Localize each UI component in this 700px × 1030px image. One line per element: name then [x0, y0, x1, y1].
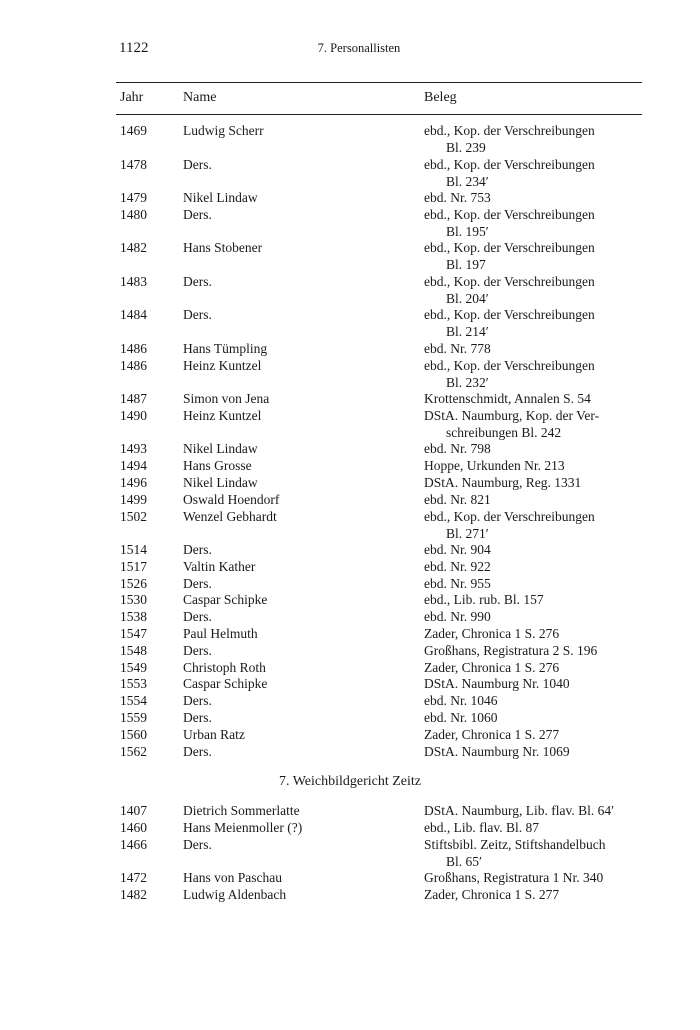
row-year: 1480 [120, 206, 147, 222]
table-row [0, 659, 700, 676]
row-reference-line: ebd., Kop. der Verschreibungen [424, 156, 595, 172]
table-row [0, 558, 700, 575]
table-header-rule [116, 114, 642, 115]
row-reference [424, 122, 654, 156]
row-year: 1494 [120, 458, 147, 474]
row-reference [424, 675, 654, 692]
row-reference-line: Zader, Chronica 1 S. 276 [424, 659, 560, 675]
row-name: Heinz Kuntzel [183, 357, 262, 373]
row-name: Ders. [183, 156, 212, 172]
row-year: 1554 [120, 693, 147, 709]
row-reference [424, 659, 654, 676]
table-row [0, 709, 700, 726]
table-row [0, 642, 700, 659]
row-year: 1484 [120, 307, 147, 323]
row-reference-line: ebd. Nr. 798 [424, 441, 491, 457]
row-name: Urban Ratz [183, 726, 245, 742]
row-reference-continuation: Bl. 204′ [446, 290, 489, 306]
weichbildgericht-table [0, 802, 700, 903]
row-year: 1547 [120, 626, 147, 642]
row-reference [424, 440, 654, 457]
table-row [0, 206, 700, 240]
row-name: Heinz Kuntzel [183, 407, 262, 423]
row-name: Ders. [183, 642, 212, 658]
row-name: Hans Grosse [183, 458, 252, 474]
row-name: Hans Tümpling [183, 340, 268, 356]
row-reference-line: ebd. Nr. 1060 [424, 710, 498, 726]
table-row [0, 440, 700, 457]
row-reference [424, 340, 654, 357]
row-reference-continuation: Bl. 271′ [446, 525, 489, 541]
row-reference-line: DStA. Naumburg Nr. 1069 [424, 743, 570, 759]
row-reference-line: ebd., Kop. der Verschreibungen [424, 240, 595, 256]
row-reference-line: ebd., Lib. rub. Bl. 157 [424, 592, 544, 608]
row-name: Simon von Jena [183, 391, 270, 407]
row-reference-line: Zader, Chronica 1 S. 276 [424, 626, 560, 642]
table-row [0, 239, 700, 273]
row-reference-line: ebd. Nr. 778 [424, 340, 491, 356]
row-reference [424, 206, 654, 240]
table-row [0, 869, 700, 886]
row-reference-line: DStA. Naumburg, Reg. 1331 [424, 474, 582, 490]
row-reference [424, 709, 654, 726]
row-reference [424, 407, 654, 441]
row-name: Wenzel Gebhardt [183, 508, 277, 524]
table-row [0, 819, 700, 836]
row-year: 1478 [120, 156, 147, 172]
row-reference-line: ebd. Nr. 821 [424, 491, 491, 507]
row-reference-line: ebd., Kop. der Verschreibungen [424, 357, 595, 373]
row-name: Ders. [183, 307, 212, 323]
table-top-rule [116, 82, 642, 83]
row-year: 1562 [120, 743, 147, 759]
row-year: 1490 [120, 407, 147, 423]
row-year: 1466 [120, 836, 147, 852]
row-year: 1407 [120, 803, 147, 818]
row-year: 1517 [120, 558, 147, 574]
table-row [0, 608, 700, 625]
row-reference-line: ebd., Lib. flav. Bl. 87 [424, 819, 539, 835]
row-name: Nikel Lindaw [183, 441, 258, 457]
row-name: Valtin Kather [183, 558, 256, 574]
row-year: 1487 [120, 391, 147, 407]
row-name: Ders. [183, 575, 212, 591]
row-reference [424, 575, 654, 592]
table-row [0, 189, 700, 206]
row-reference [424, 869, 654, 886]
row-year: 1496 [120, 474, 147, 490]
row-reference-line: Krottenschmidt, Annalen S. 54 [424, 391, 591, 407]
row-reference [424, 357, 654, 391]
row-name: Ders. [183, 609, 212, 625]
table-row [0, 357, 700, 391]
row-name: Paul Helmuth [183, 626, 258, 642]
table-row [0, 491, 700, 508]
row-name: Ders. [183, 273, 212, 289]
row-name: Hans Stobener [183, 240, 263, 256]
table-row [0, 726, 700, 743]
table-row [0, 836, 700, 870]
row-reference [424, 541, 654, 558]
row-year: 1538 [120, 609, 147, 625]
table-row [0, 508, 700, 542]
row-reference-continuation: Bl. 232′ [446, 374, 489, 390]
row-reference-line: Zader, Chronica 1 S. 277 [424, 726, 560, 742]
row-name: Ders. [183, 542, 212, 558]
column-header-ref: Beleg [424, 90, 457, 105]
row-reference-continuation: Bl. 239 [446, 140, 486, 155]
row-year: 1560 [120, 726, 147, 742]
row-reference-continuation: Bl. 65′ [446, 853, 482, 869]
row-reference-line: ebd. Nr. 904 [424, 542, 491, 558]
page-header [0, 40, 700, 60]
table-row [0, 156, 700, 190]
row-name: Ders. [183, 693, 212, 709]
row-reference-line: ebd., Kop. der Verschreibungen [424, 307, 595, 323]
row-year: 1479 [120, 190, 147, 205]
row-reference-line: DStA. Naumburg, Lib. flav. Bl. 64′ [424, 803, 615, 818]
row-reference-continuation: schreibungen Bl. 242 [446, 424, 562, 440]
row-name: Ders. [183, 836, 212, 852]
row-name: Nikel Lindaw [183, 190, 258, 205]
personnel-table [0, 122, 700, 759]
row-reference [424, 491, 654, 508]
table-row [0, 273, 700, 307]
row-reference [424, 692, 654, 709]
row-name: Caspar Schipke [183, 592, 268, 608]
row-reference-line: ebd., Kop. der Verschreibungen [424, 206, 595, 222]
row-reference-line: ebd. Nr. 1046 [424, 693, 498, 709]
row-name: Ders. [183, 743, 212, 759]
page-number: 1122 [119, 40, 149, 56]
row-reference-line: Stiftsbibl. Zeitz, Stiftshandelbuch [424, 836, 606, 852]
row-reference [424, 726, 654, 743]
row-year: 1514 [120, 542, 147, 558]
row-reference-line: Großhans, Registratura 2 S. 196 [424, 642, 598, 658]
table-row [0, 886, 700, 903]
row-reference [424, 457, 654, 474]
row-year: 1486 [120, 340, 147, 356]
row-name: Hans von Paschau [183, 870, 282, 886]
row-reference [424, 156, 654, 190]
row-reference-line: Großhans, Registratura 1 Nr. 340 [424, 870, 604, 886]
table-row [0, 575, 700, 592]
table-row [0, 474, 700, 491]
row-name: Hans Meienmoller (?) [183, 819, 303, 835]
row-reference [424, 802, 654, 819]
row-year: 1482 [120, 240, 147, 256]
row-year: 1472 [120, 870, 147, 886]
row-year: 1486 [120, 357, 147, 373]
row-reference-line: ebd., Kop. der Verschreibungen [424, 123, 595, 138]
row-year: 1483 [120, 273, 147, 289]
row-reference [424, 239, 654, 273]
row-reference [424, 189, 654, 206]
row-name: Ders. [183, 710, 212, 726]
column-header-year: Jahr [120, 90, 144, 105]
row-name: Ludwig Scherr [183, 123, 264, 138]
row-reference [424, 474, 654, 491]
row-year: 1499 [120, 491, 147, 507]
row-name: Christoph Roth [183, 659, 266, 675]
row-name: Ders. [183, 206, 212, 222]
row-name: Ludwig Aldenbach [183, 886, 287, 902]
row-year: 1482 [120, 886, 147, 902]
row-reference-line: ebd. Nr. 955 [424, 575, 491, 591]
row-year: 1460 [120, 819, 147, 835]
row-year: 1549 [120, 659, 147, 675]
row-name: Oswald Hoendorf [183, 491, 280, 507]
row-year: 1553 [120, 676, 147, 692]
row-reference [424, 591, 654, 608]
section-title: 7. Weichbildgericht Zeitz [278, 774, 422, 789]
row-year: 1526 [120, 575, 147, 591]
row-year: 1469 [120, 123, 147, 138]
row-reference [424, 558, 654, 575]
table-row [0, 802, 700, 819]
row-reference-continuation: Bl. 197 [446, 257, 486, 273]
row-name: Nikel Lindaw [183, 474, 258, 490]
table-row [0, 692, 700, 709]
row-reference-line: ebd. Nr. 753 [424, 190, 491, 205]
row-reference [424, 886, 654, 903]
table-row [0, 625, 700, 642]
row-reference-line: Hoppe, Urkunden Nr. 213 [424, 458, 565, 474]
table-row [0, 122, 700, 156]
row-year: 1493 [120, 441, 147, 457]
table-row [0, 743, 700, 760]
row-reference-line: ebd., Kop. der Verschreibungen [424, 273, 595, 289]
table-row [0, 340, 700, 357]
table-row [0, 457, 700, 474]
row-reference-continuation: Bl. 234′ [446, 173, 489, 189]
table-row [0, 390, 700, 407]
row-reference [424, 273, 654, 307]
running-head: 7. Personallisten [317, 41, 401, 55]
row-reference [424, 625, 654, 642]
table-row [0, 591, 700, 608]
row-reference-line: ebd. Nr. 990 [424, 609, 491, 625]
table-row [0, 541, 700, 558]
row-reference [424, 508, 654, 542]
row-reference-line: Zader, Chronica 1 S. 277 [424, 886, 560, 902]
row-name: Caspar Schipke [183, 676, 268, 692]
row-year: 1548 [120, 642, 147, 658]
row-reference-continuation: Bl. 195′ [446, 223, 489, 239]
table-row [0, 306, 700, 340]
row-reference-line: DStA. Naumburg Nr. 1040 [424, 676, 570, 692]
table-row [0, 407, 700, 441]
row-reference [424, 390, 654, 407]
row-reference-line: DStA. Naumburg, Kop. der Ver- [424, 407, 600, 423]
row-reference-line: ebd. Nr. 922 [424, 558, 491, 574]
row-reference [424, 306, 654, 340]
table-row [0, 675, 700, 692]
row-reference [424, 642, 654, 659]
row-year: 1530 [120, 592, 147, 608]
row-reference [424, 743, 654, 760]
row-reference [424, 836, 654, 870]
column-header-name: Name [183, 90, 217, 105]
row-reference [424, 608, 654, 625]
row-name: Dietrich Sommerlatte [183, 803, 300, 818]
row-year: 1559 [120, 710, 147, 726]
row-reference-continuation: Bl. 214′ [446, 324, 489, 340]
row-reference-line: ebd., Kop. der Verschreibungen [424, 508, 595, 524]
row-year: 1502 [120, 508, 147, 524]
row-reference [424, 819, 654, 836]
